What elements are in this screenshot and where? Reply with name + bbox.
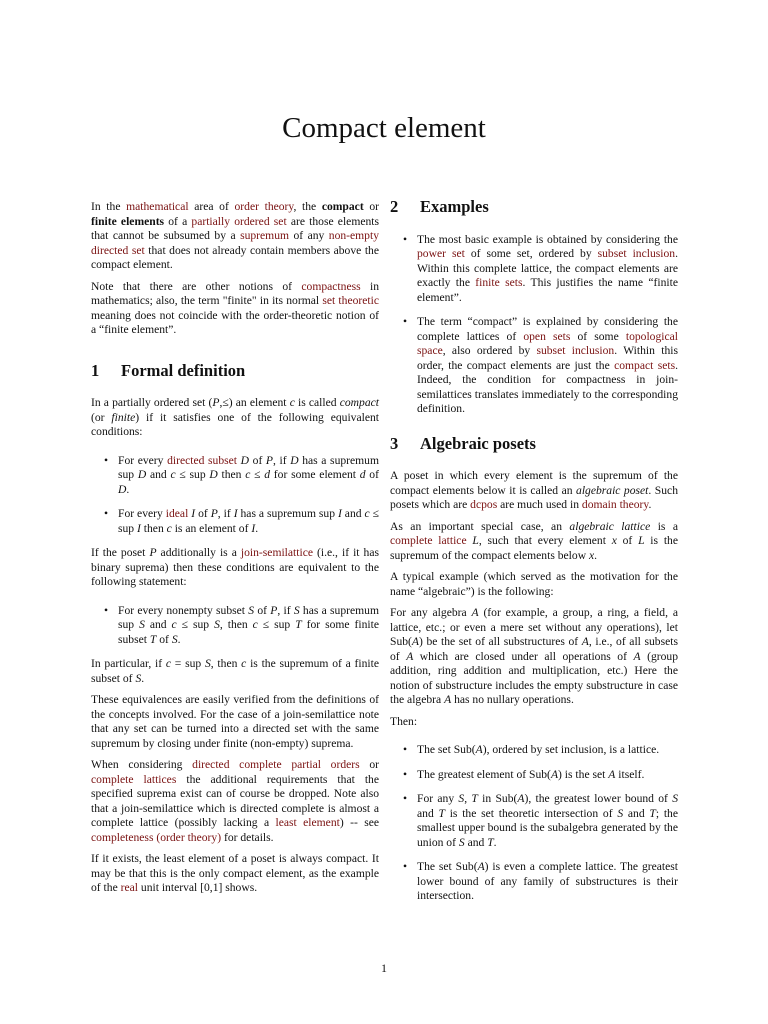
text-run: is the set theoretic intersection of: [444, 806, 618, 820]
sub-properties-list: [390, 743, 678, 904]
text-run: has a supremum sup: [237, 507, 338, 520]
text-run: (or: [91, 410, 112, 424]
italic-text: S: [171, 632, 178, 646]
text-run: In particular, if: [91, 657, 166, 670]
italic-text: D: [137, 468, 147, 481]
italic-text: A: [471, 606, 479, 619]
wiki-link[interactable]: real: [120, 881, 138, 894]
text-run: .: [141, 671, 145, 685]
italic-text: T: [149, 632, 157, 646]
text-run: . Within this complete lattice, the compact elements are exactly the: [417, 247, 678, 289]
text-run: , then: [210, 657, 242, 670]
section-heading-examples: [390, 197, 678, 216]
text-run: ; the smallest upper bound is the subalgebra generated by the union of: [417, 806, 678, 849]
text-run: ) -- see: [339, 816, 379, 829]
italic-text: A: [477, 860, 485, 873]
italic-text: algebraic lattice: [569, 519, 651, 533]
italic-text: L: [472, 534, 479, 547]
text-run: that does not already contain members above the compact element.: [91, 243, 379, 271]
text-run: area of: [188, 200, 235, 213]
text-run: is an element of: [171, 521, 252, 535]
wiki-link[interactable]: mathematical: [126, 200, 189, 213]
wiki-link[interactable]: domain theory: [581, 498, 649, 511]
wiki-link[interactable]: non-empty directed set: [91, 229, 379, 257]
text-run: is a: [650, 519, 678, 533]
italic-text: T: [649, 806, 656, 820]
text-run: The set Sub(: [417, 743, 476, 756]
text-run: of any: [289, 229, 329, 242]
wiki-link[interactable]: join-semilattice: [240, 546, 314, 559]
text-run: is the supremum of the compact elements below: [390, 534, 678, 562]
wiki-link[interactable]: order theory: [234, 200, 294, 213]
bullet-item: [417, 743, 678, 758]
bullet-item: [118, 604, 379, 648]
text-run: For every: [118, 507, 166, 520]
text-run: When considering: [91, 758, 193, 771]
text-run: , if: [217, 507, 234, 520]
text-run: The term “compact” is explained by considering the complete lattices of: [417, 315, 678, 343]
text-run: ≤ sup: [118, 507, 379, 535]
text-run: then: [140, 521, 167, 535]
italic-text: c: [171, 618, 177, 631]
text-run: The greatest element of Sub(: [417, 767, 551, 781]
wiki-link[interactable]: finite sets: [475, 276, 523, 289]
text-run: and: [623, 806, 650, 820]
sub-algebra-paragraph: [390, 606, 678, 708]
italic-text: c: [241, 657, 247, 670]
italic-text: c: [165, 657, 172, 670]
text-run: of: [365, 468, 379, 481]
dcpo-paragraph: [91, 758, 379, 845]
text-run: for some finite subset: [118, 618, 380, 646]
text-run: For any: [417, 792, 459, 805]
italic-text: S: [617, 806, 624, 820]
section-title: Formal definition: [121, 360, 246, 380]
text-run: ) be the set of all substructures of: [419, 635, 582, 648]
text-run: , if: [277, 603, 294, 617]
text-run: A poset in which every element is the supremum of the compact elements below it is called an: [390, 469, 678, 497]
section-number: 1: [91, 360, 100, 380]
bullet-item: [417, 768, 678, 783]
text-run: .: [255, 521, 259, 535]
page-title: Compact element: [282, 112, 486, 144]
text-run: or: [359, 758, 379, 771]
text-run: Then:: [390, 714, 418, 728]
intro-paragraph-2: [91, 280, 379, 338]
text-run: in mathematics; also, the term "finite" in its normal: [91, 279, 380, 307]
italic-text: D: [209, 468, 218, 481]
italic-text: D: [240, 453, 250, 467]
text-run: of some: [570, 329, 626, 343]
wiki-link[interactable]: power set: [417, 247, 465, 260]
italic-text: S: [135, 671, 142, 685]
italic-text: T: [295, 618, 302, 631]
italic-text: c: [166, 521, 172, 535]
algebraic-poset-paragraph: [390, 469, 678, 513]
text-run: the additional requirements that the specified suprema exist can of course be dropped. Note also that a join-semilattice which is directed complete is almost a complete lattice (possibly lacking a: [91, 772, 379, 829]
italic-text: c: [245, 468, 251, 481]
examples-list: [390, 233, 678, 417]
italic-text: S: [248, 603, 255, 617]
text-run: has a supremum sup: [118, 453, 379, 481]
italic-text: A: [517, 792, 525, 805]
bullet-item: [417, 315, 678, 417]
italic-text: D: [290, 453, 299, 467]
conditions-list: [91, 454, 379, 537]
section-number: 3: [390, 433, 399, 453]
text-run: In the: [91, 200, 127, 213]
text-run: are those elements that cannot be subsumed by a: [91, 214, 380, 242]
text-run: has no nullary operations.: [451, 693, 574, 706]
italic-text: P: [149, 546, 157, 559]
text-run: . This justifies the name “finite element”.: [417, 276, 679, 304]
text-run: of: [249, 453, 266, 467]
italic-text: algebraic poset: [576, 483, 649, 497]
text-run: and: [146, 468, 171, 481]
italic-text: S: [204, 657, 211, 670]
text-run: which are closed under all operations of: [413, 649, 634, 663]
italic-text: S: [293, 603, 300, 617]
left-column: [91, 200, 379, 903]
text-run: ,: [464, 792, 472, 805]
italic-text: T: [438, 806, 445, 820]
text-run: and: [341, 507, 365, 520]
wiki-link[interactable]: subset inclusion: [536, 344, 615, 357]
text-run: (i.e., if it has binary suprema) then these conditions are equivalent to the following statement:: [91, 546, 380, 588]
text-run: (for example, a group, a ring, a field, a lattice, etc.; or even a mere set without any operations), let Sub(: [390, 606, 678, 648]
italic-text: S: [672, 792, 678, 805]
italic-text: finite: [111, 410, 136, 424]
italic-text: P: [210, 507, 218, 520]
wiki-link[interactable]: compactness: [301, 279, 361, 293]
italic-text: A: [444, 693, 452, 706]
then-paragraph: [390, 715, 678, 730]
italic-text: I: [251, 521, 256, 535]
wiki-link[interactable]: subset inclusion: [597, 247, 676, 260]
wiki-link[interactable]: supremum: [240, 229, 290, 242]
wiki-link[interactable]: ideal: [165, 507, 189, 520]
text-run: ≤ sup: [257, 618, 296, 631]
wiki-link[interactable]: completeness (order theory): [91, 830, 222, 844]
text-run: and: [144, 618, 172, 631]
text-run: ) if it satisfies one of the following equivalent conditions:: [91, 410, 379, 438]
text-run: ) is the set: [558, 767, 609, 781]
text-run: ≤ sup: [176, 618, 215, 631]
text-run: ) is even a complete lattice. The greatest lower bound of any family of substructures is their intersection.: [417, 860, 678, 902]
text-run: , such that every element: [478, 534, 612, 547]
wiki-link[interactable]: directed subset: [167, 453, 238, 467]
text-run: , then: [219, 618, 253, 631]
text-run: .: [126, 482, 130, 496]
page-number: 1: [381, 961, 387, 975]
italic-text: d: [359, 468, 366, 481]
italic-text: A: [411, 635, 419, 648]
italic-text: S: [139, 618, 145, 631]
text-run: and: [417, 806, 439, 820]
italic-text: S: [214, 618, 220, 631]
wiki-link[interactable]: least element: [275, 816, 340, 829]
italic-text: c: [170, 468, 176, 481]
italic-text: A: [633, 649, 641, 663]
italic-text: c: [252, 618, 258, 631]
text-run: of some set, ordered by: [464, 247, 598, 260]
wiki-link[interactable]: partially ordered set: [191, 214, 287, 228]
text-run: and: [464, 835, 488, 849]
text-run: of a: [164, 214, 192, 228]
intro-paragraph-1: [91, 200, 379, 273]
italic-text: I: [191, 507, 196, 520]
italic-text: I: [137, 521, 141, 535]
italic-text: compact: [339, 396, 379, 409]
italic-text: A: [550, 767, 559, 781]
text-run: in Sub(: [477, 792, 518, 805]
text-run: ), the greatest lower bound of: [524, 792, 673, 805]
bullet-item: [417, 860, 678, 904]
text-run: is called: [294, 396, 340, 409]
text-run: If it exists, the least element of a poset is always compact. It may be that this is the only compact element, as the example of the: [91, 852, 379, 894]
text-run: additionally is a: [156, 546, 241, 559]
italic-text: x: [588, 548, 595, 562]
italic-text: c: [364, 507, 370, 520]
italic-text: A: [406, 649, 414, 663]
bullet-item: [417, 233, 678, 306]
text-run: unit interval [0,1] shows.: [138, 881, 258, 894]
text-run: ,≤) an element: [219, 396, 290, 409]
wiki-link[interactable]: set theoretic: [322, 294, 379, 307]
text-run: As an important special case, an: [390, 519, 570, 533]
text-run: is the supremum of a finite subset of: [91, 657, 379, 685]
italic-text: A: [581, 635, 589, 648]
italic-text: L: [638, 534, 645, 547]
italic-text: P: [270, 603, 278, 617]
equivalences-paragraph: [91, 693, 379, 751]
bullet-item: [118, 454, 379, 498]
text-run: then: [217, 468, 246, 481]
join-semilattice-paragraph: [91, 546, 379, 590]
text-run: are much used in: [497, 498, 582, 511]
text-run: Note that there are other notions of: [91, 279, 302, 293]
italic-text: S: [458, 835, 465, 849]
text-run: ≤: [250, 468, 265, 481]
text-run: If the poset: [91, 546, 150, 559]
italic-text: I: [337, 507, 342, 520]
text-run: .: [177, 632, 181, 646]
italic-text: A: [608, 767, 616, 781]
wiki-link[interactable]: compact sets: [614, 358, 676, 372]
particular-paragraph: [91, 657, 379, 686]
section-heading-algebraic-posets: [390, 433, 678, 453]
italic-text: A: [475, 743, 483, 756]
text-run: (group addition, ring addition and multiplication, etc.) Here the notion of substructure includes the empty substructure in case the algebra: [390, 649, 679, 706]
text-run: . Within this order, the compact elements are just the: [417, 344, 678, 372]
wiki-link[interactable]: topological space: [417, 329, 679, 357]
text-run: For every nonempty subset: [118, 603, 249, 617]
italic-text: c: [289, 396, 295, 409]
italic-text: T: [471, 792, 478, 805]
text-run: For any algebra: [390, 606, 472, 619]
italic-text: D: [118, 482, 127, 496]
text-run: The set Sub(: [417, 860, 478, 873]
text-run: of: [156, 632, 172, 646]
italic-text: T: [487, 835, 494, 849]
text-run: In a partially ordered set (: [91, 396, 213, 409]
text-run: for some element: [270, 468, 360, 481]
text-run: meaning does not coincide with the order-theoretic notion of a “finite element”.: [91, 308, 379, 336]
least-element-paragraph: [91, 852, 379, 896]
wiki-link[interactable]: open sets: [523, 329, 571, 343]
text-run: The most basic example is obtained by considering the: [417, 232, 678, 246]
text-run: .: [594, 548, 598, 562]
text-run: has a supremum sup: [118, 603, 379, 631]
text-run: A typical example (which served as the motivation for the name “algebraic”) is the following:: [390, 570, 678, 598]
text-run: of: [616, 534, 639, 547]
typical-example-paragraph: [390, 570, 678, 599]
algebraic-lattice-paragraph: [390, 520, 678, 564]
italic-text: P: [265, 453, 274, 467]
wiki-link[interactable]: complete lattice: [390, 534, 467, 547]
text-run: , i.e., of all subsets of: [390, 635, 678, 663]
text-run: itself.: [615, 767, 645, 781]
bold-term: finite elements: [91, 214, 165, 228]
text-run: .: [493, 835, 497, 849]
text-run: For every: [118, 453, 168, 467]
text-run: . Such posets which are: [390, 483, 678, 511]
text-run: , the: [293, 200, 322, 213]
text-run: , if: [273, 453, 291, 467]
statement-list: [91, 604, 379, 648]
text-run: for details.: [221, 830, 274, 844]
section-heading-formal-definition: [91, 360, 379, 380]
bullet-item: [118, 507, 379, 536]
section-title: Examples: [420, 197, 489, 216]
text-run: = sup: [171, 657, 205, 670]
italic-text: I: [233, 507, 238, 520]
italic-text: S: [458, 792, 465, 805]
text-run: of: [254, 603, 271, 617]
text-run: .: [648, 498, 652, 511]
section-number: 2: [390, 197, 399, 216]
wiki-link[interactable]: dcpos: [470, 498, 498, 511]
text-run: These equivalences are easily verified from the definitions of the concepts involved. For the case of a join-semilattice note that any set can be turned into a directed set with the same supremum by closing under finite (non-empty) suprema.: [91, 693, 379, 750]
italic-text: d: [264, 468, 271, 481]
definition-paragraph: [91, 396, 379, 440]
text-run: of: [195, 507, 211, 520]
text-run: ≤ sup: [175, 468, 210, 481]
italic-text: P: [212, 396, 220, 409]
bullet-item: [417, 792, 678, 850]
wiki-link[interactable]: complete lattices: [91, 772, 177, 786]
right-column: [390, 197, 679, 914]
text-run: or: [363, 200, 379, 213]
text-run: ), ordered by set inclusion, is a lattice.: [482, 743, 660, 756]
bold-term: compact: [321, 200, 364, 213]
text-run: , also ordered by: [442, 344, 537, 357]
wiki-link[interactable]: directed complete partial orders: [192, 758, 360, 771]
italic-text: x: [611, 534, 617, 547]
section-title: Algebraic posets: [420, 433, 536, 453]
text-run: . Indeed, the condition for compactness in join-semilattices translates immediately to the corresponding definition.: [417, 358, 678, 415]
